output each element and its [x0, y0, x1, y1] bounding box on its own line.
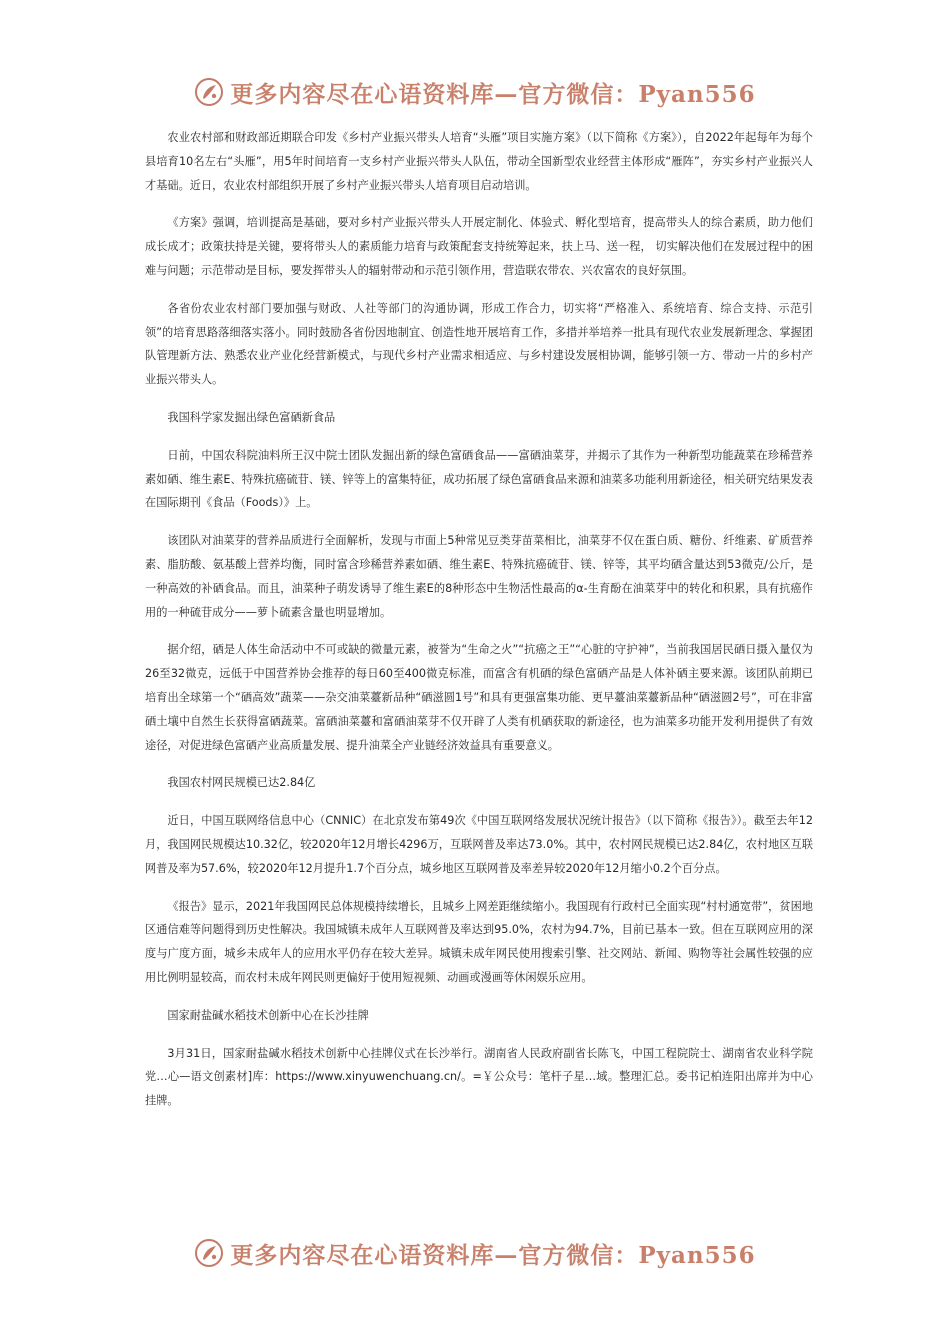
section-heading: 我国科学家发掘出绿色富硒新食品 [167, 410, 336, 424]
article-body [145, 126, 813, 1127]
paragraph: 近日，中国互联网络信息中心（CNNIC）在北京发布第49次《中国互联网络发展状况统计报告》（以下简称《报告》）。截至去年12月，我国网民规模达10.32亿，较2020年12月增长4296万，互联网普及率达73.0%。其中，农村网民规模已达2.84亿，农村地区互联网普及率为57.6%，较2020年12月提升1.7个百分点，城乡地区互联网普及率差异较2020年12月缩小0.2个百分点。 [145, 814, 813, 875]
brand-logo-icon [194, 1238, 224, 1268]
banner-text: 更多内容尽在心语资料库—官方微信：Pyan556 [230, 1241, 756, 1269]
paragraph: 日前，中国农科院油料所王汉中院士团队发掘出新的绿色富硒食品——富硒油菜芽，并揭示了其作为一种新型功能蔬菜在珍稀营养素如硒、维生素E、特殊抗癌硫苷、镁、锌等上的富集特征，成功拓展了绿色富硒食品来源和油菜多功能利用新途径，相关研究结果发表在国际期刊《食品（Foods）》上。 [145, 448, 813, 510]
paragraph: 3月31日，国家耐盐碱水稻技术创新中心挂牌仪式在长沙举行。湖南省人民政府副省长陈飞，中国工程院院士、湖南省农业科学院党…心—语文创素材]库：https://www.xinyuwenchuang.cn/。=￥公众号：笔杆子星…域。整理汇总。委书记柏连阳出席并为中心挂牌。 [145, 1046, 813, 1108]
footer-banner [0, 1233, 950, 1273]
paragraph: 该团队对油菜芽的营养品质进行全面解析，发现与市面上5种常见豆类芽苗菜相比，油菜芽不仅在蛋白质、糖份、纤维素、矿质营养素、脂肪酸、氨基酸上营养均衡，同时富含珍稀营养素如硒、维生素E、特殊抗癌硫苷、镁、锌等，其平均硒含量达到53微克/公斤，是一种高效的补硒食品。而且，油菜种子萌发诱导了维生素E的8种形态中生物活性最高的α-生育酚在油菜芽中的转化和积累，具有抗癌作用的一种硫苷成分——萝卜硫素含量也明显增加。 [145, 534, 813, 619]
banner-text: 更多内容尽在心语资料库—官方微信：Pyan556 [230, 80, 756, 108]
header-banner [0, 72, 950, 112]
paragraph: 农业农村部和财政部近期联合印发《乡村产业振兴带头人培育“头雁”项目实施方案》（以下简称《方案》），自2022年起每年为每个县培育10名左右“头雁”，用5年时间培育一支乡村产业振兴带头人队伍，带动全国新型农业经营主体形成“雁阵”，夯实乡村产业振兴人才基础。近日，农业农村部组织开展了乡村产业振兴带头人培育项目启动培训。 [145, 131, 813, 192]
paragraph: 各省份农业农村部门要加强与财政、人社等部门的沟通协调，形成工作合力，切实将“严格准入、系统培育、综合支持、示范引领”的培育思路落细落实落小。同时鼓励各省份因地制宜、创造性地开展培育工作，多措并举培养一批具有现代农业发展新理念、掌握团队管理新方法、熟悉农业产业化经营新模式，与现代乡村产业需求相适应、与乡村建设发展相协调，能够引领一方、带动一片的乡村产业振兴带头人。 [145, 301, 813, 387]
paragraph: 《报告》显示，2021年我国网民总体规模持续增长，且城乡上网差距继续缩小。我国现有行政村已全面实现“村村通宽带”，贫困地区通信难等问题得到历史性解决。我国城镇未成年人互联网普及率达到95.0%，农村为94.7%，目前已基本一致。但在互联网应用的深度与广度方面，城乡未成年人的应用水平仍存在较大差异。城镇未成年网民使用搜索引擎、社交网站、新闻、购物等社会属性较强的应用比例明显较高，而农村未成年网民则更偏好于使用短视频、动画或漫画等休闲娱乐应用。 [145, 899, 813, 984]
paragraph: 《方案》强调，培训提高是基础，要对乡村产业振兴带头人开展定制化、体验式、孵化型培育，提高带头人的综合素质，助力他们成长成才；政策扶持是关键，要将带头人的素质能力培育与政策配套支持统筹起来，扶上马、送一程， 切实解决他们在发展过程中的困难与问题；示范带动是目标，要发挥带头人的辐射带动和示范引领作用，营造联农带农、兴农富农的良好氛围。 [145, 216, 813, 277]
section-heading: 我国农村网民规模已达2.84亿 [167, 776, 316, 790]
brand-logo-icon [194, 77, 224, 107]
section-heading: 国家耐盐碱水稻技术创新中心在长沙挂牌 [167, 1008, 369, 1022]
paragraph: 据介绍，硒是人体生命活动中不可或缺的微量元素，被誉为“生命之火”“抗癌之王”“心脏的守护神”，当前我国居民硒日摄入量仅为26至32微克，远低于中国营养协会推荐的每日60至400微克标准，而富含有机硒的绿色富硒产品是人体补硒主要来源。该团队前期已培育出全球第一个“硒高效”蔬菜——杂交油菜薹新品种“硒滋圆1号”和具有更强富集功能、更早薹油菜薹新品种“硒滋圆2号”，可在非富硒土壤中自然生长获得富硒蔬菜。富硒油菜薹和富硒油菜芽不仅开辟了人类有机硒获取的新途径，也为油菜多功能开发利用提供了有效途径，对促进绿色富硒产业高质量发展、提升油菜全产业链经济效益具有重要意义。 [145, 643, 813, 752]
